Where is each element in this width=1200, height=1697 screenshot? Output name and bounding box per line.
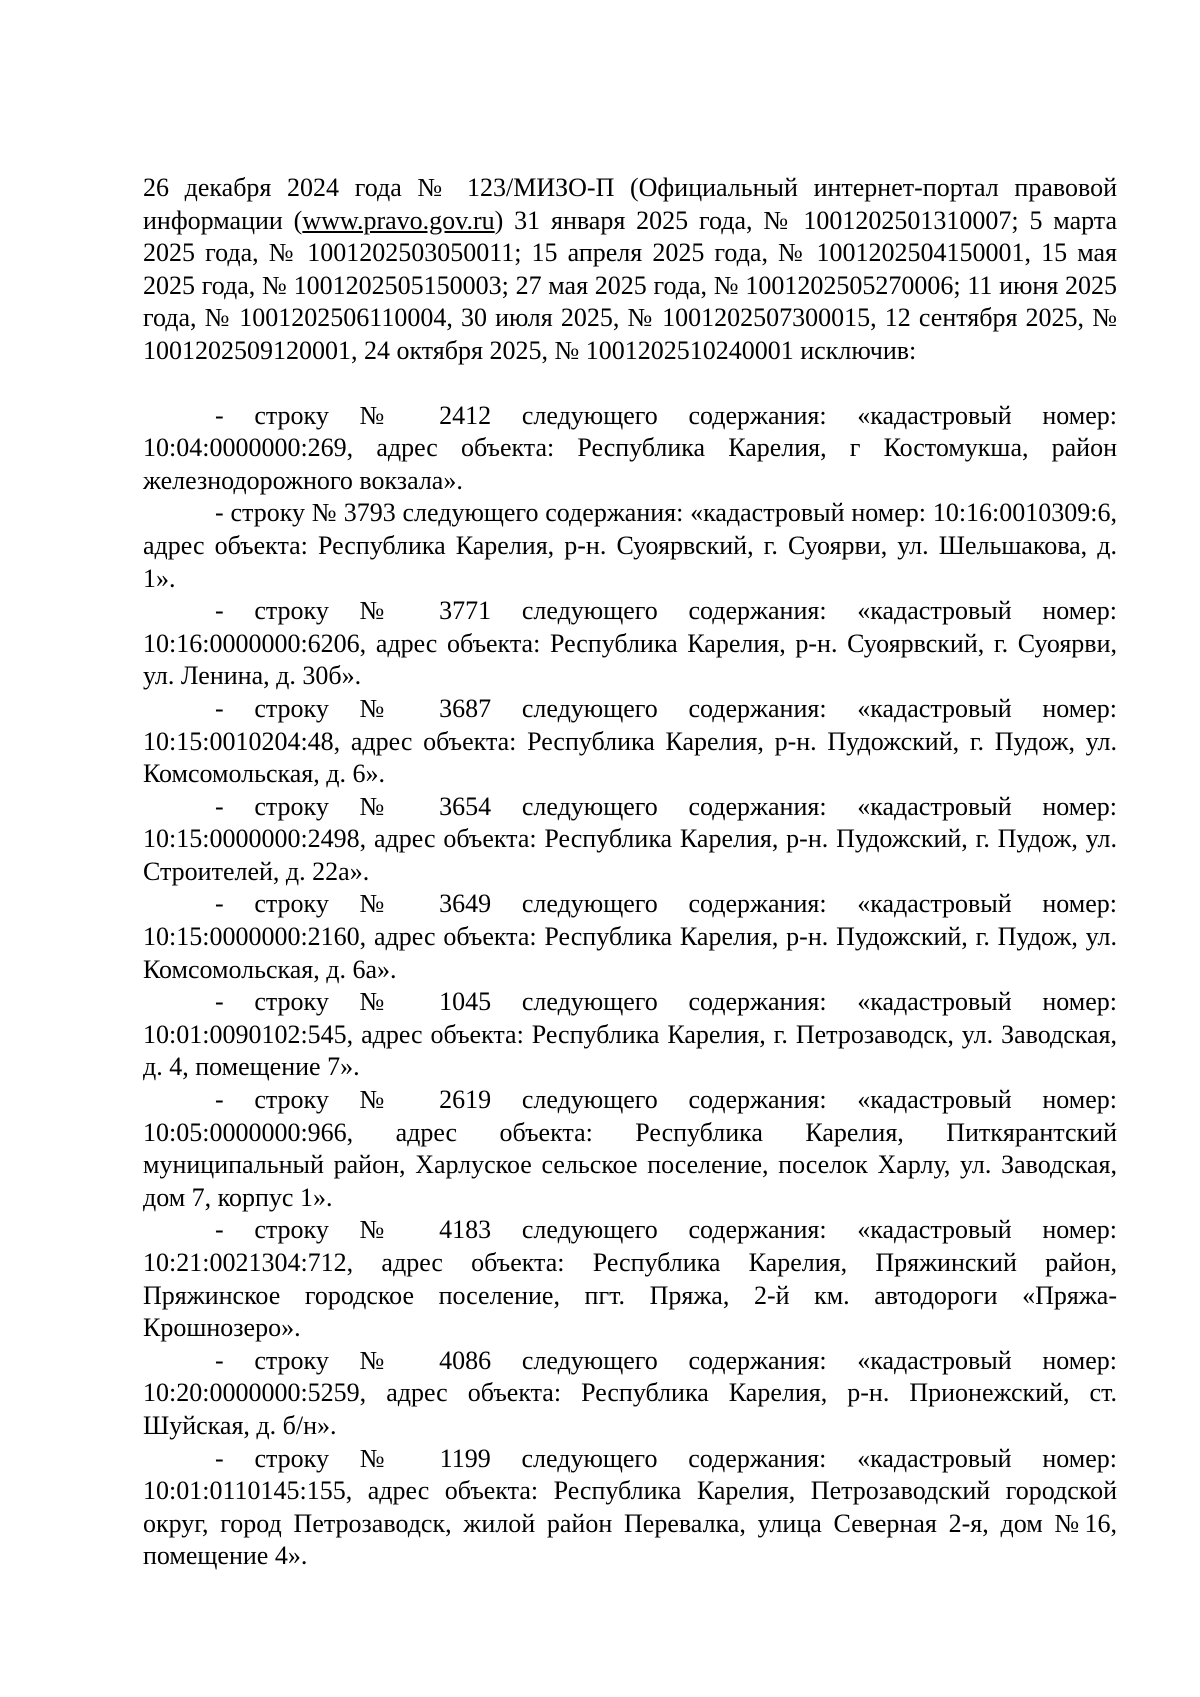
exclusion-item: - строку № 3687 следующего содержания: «кадастровый номер: 10:15:0010204:48, адрес объекта: Республика Карелия, р-н. Пудожский, г. Пудож, ул. Комсомольская, д. 6». xyxy=(143,693,1117,789)
intro-text-end: ) 31 января 2025 года, № 1001202501310007; 5 марта 2025 года, № 1001202503050011; 15 апреля 2025 года, № 1001202504150001, 15 мая 2025 года, № 1001202505150003; 27 мая 2025 года, № 1001202505270006; 11 июня 2025 года, № 1001202506110004, 30 июля 2025, № 1001202507300015, 12 сентября 2025, № 1001202509120001, 24 октября 2025, № 1001202510240001 исключив: xyxy=(143,205,1117,365)
exclusion-item: - строку № 3793 следующего содержания: «кадастровый номер: 10:16:0010309:6, адрес объекта: Республика Карелия, р-н. Суоярвский, г. Суоярви, ул. Шельшакова, д. 1». xyxy=(143,498,1117,593)
exclusion-item: - строку № 3649 следующего содержания: «кадастровый номер: 10:15:0000000:2160, адрес объекта: Республика Карелия, р-н. Пудожский, г. Пудож, ул. Комсомольская, д. 6а». xyxy=(143,889,1117,984)
intro-text-start: 26 декабря 2024 года № 123/МИЗО-П (Официальный интернет-портал правовой информации ( xyxy=(143,173,1117,235)
exclusion-item: - строку № 3654 следующего содержания: «кадастровый номер: 10:15:0000000:2498, адрес объекта: Республика Карелия, р-н. Пудожский, г. Пудож, ул. Строителей, д. 22а». xyxy=(143,791,1117,886)
intro-paragraph xyxy=(143,172,1117,368)
pravo-link[interactable]: www.pravo.gov.ru xyxy=(302,205,495,235)
exclusion-item: - строку № 1199 следующего содержания: «кадастровый номер: 10:01:0110145:155, адрес объекта: Республика Карелия, Петрозаводский городской округ, город Петрозаводск, жилой район Перевалка, улица Северная 2-я, дом №16, помещение 4». xyxy=(143,1443,1117,1571)
exclusion-item: - строку № 2412 следующего содержания: «кадастровый номер: 10:04:0000000:269, адрес объекта: Республика Карелия, г Костомукша, район железнодорожного вокзала». xyxy=(143,400,1117,495)
exclusion-item: - строку № 2619 следующего содержания: «кадастровый номер: 10:05:0000000:966, адрес объекта: Республика Карелия, Питкярантский муниципальный район, Харлуское сельское поселение, поселок Харлу, ул. Заводская, дом 7, корпус 1». xyxy=(143,1085,1117,1212)
exclusion-item: - строку № 4086 следующего содержания: «кадастровый номер: 10:20:0000000:5259, адрес объекта: Республика Карелия, р-н. Прионежский, ст. Шуйская, д. б/н». xyxy=(143,1345,1117,1440)
exclusion-item: - строку № 1045 следующего содержания: «кадастровый номер: 10:01:0090102:545, адрес объекта: Республика Карелия, г. Петрозаводск, ул. Заводская, д. 4, помещение 7». xyxy=(143,987,1117,1082)
exclusion-item: - строку № 3771 следующего содержания: «кадастровый номер: 10:16:0000000:6206, адрес объекта: Республика Карелия, р-н. Суоярвский, г. Суоярви, ул. Ленина, д. 30б». xyxy=(143,596,1117,691)
document-page xyxy=(143,172,1117,1573)
exclusion-item: - строку № 4183 следующего содержания: «кадастровый номер: 10:21:0021304:712, адрес объекта: Республика Карелия, Пряжинский район, Пряжинское городское поселение, пгт. Пряжа, 2-й км. автодороги «Пряжа-Крошнозеро». xyxy=(143,1215,1117,1343)
